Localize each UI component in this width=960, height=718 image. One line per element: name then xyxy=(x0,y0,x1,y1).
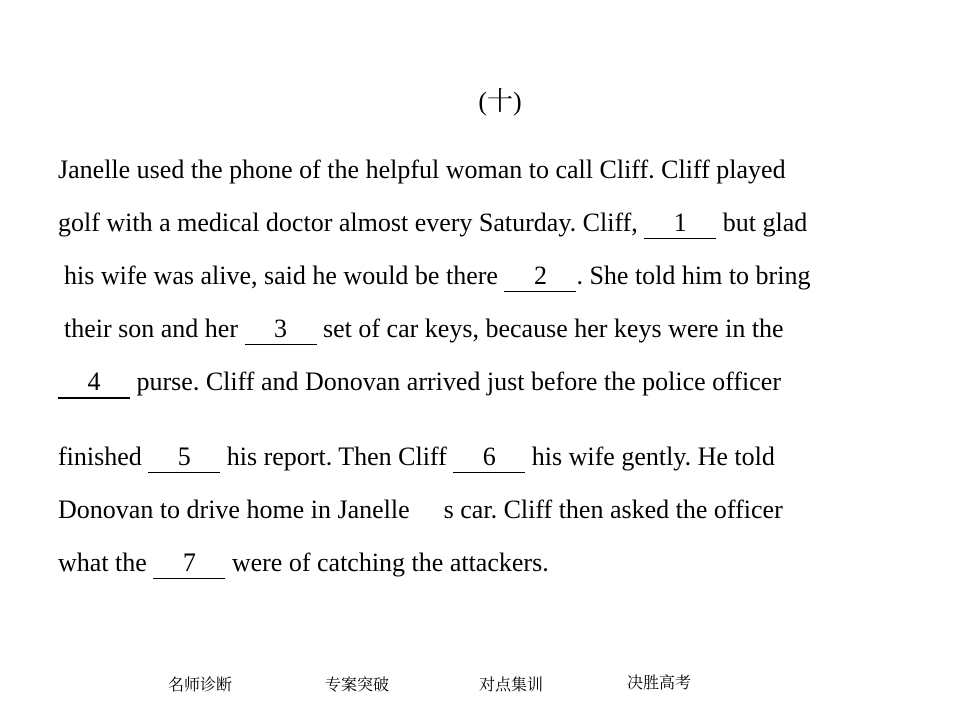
section-title: (十) xyxy=(478,87,522,116)
passage-line-7 xyxy=(58,492,783,528)
passage-line-3 xyxy=(64,258,810,294)
nav-link-breakthrough[interactable]: 专案突破 xyxy=(325,675,390,694)
blank-5: 5 xyxy=(148,442,220,473)
passage-line-1 xyxy=(58,152,786,188)
passage-text: finished xyxy=(58,442,142,471)
nav-link-exam[interactable]: 决胜高考 xyxy=(627,673,692,692)
passage-line-8 xyxy=(58,545,549,581)
passage-text: what the xyxy=(58,548,147,577)
passage-line-4 xyxy=(64,311,784,347)
passage-text: his report. Then Cliff xyxy=(226,442,447,471)
blank-2: 2 xyxy=(504,261,576,292)
nav-link-diagnosis[interactable]: 名师诊断 xyxy=(168,675,233,694)
blank-1: 1 xyxy=(644,208,716,239)
passage-text: purse. Cliff and Donovan arrived just before the police officer xyxy=(136,367,781,396)
passage-text: s car. Cliff then asked the officer xyxy=(443,495,783,524)
passage-text: Donovan to drive home in Janelle xyxy=(58,495,410,524)
blank-3: 3 xyxy=(245,314,317,345)
passage-text: his wife gently. He told xyxy=(531,442,775,471)
passage-text: set of car keys, because her keys were in the xyxy=(323,314,784,343)
passage-text: . She told him to bring xyxy=(576,261,811,290)
passage-line-6 xyxy=(58,439,775,475)
nav-link-practice[interactable]: 对点集训 xyxy=(479,675,544,694)
blank-4: 4 xyxy=(58,367,130,399)
passage-text: their son and her xyxy=(64,314,239,343)
passage-text: but glad xyxy=(722,208,808,237)
passage-line-5 xyxy=(58,364,781,400)
blank-7: 7 xyxy=(153,548,225,579)
blank-6: 6 xyxy=(453,442,525,473)
passage-text: golf with a medical doctor almost every Saturday. Cliff, xyxy=(58,208,638,237)
passage-text: Janelle used the phone of the helpful woman to call Cliff. Cliff played xyxy=(58,155,786,184)
passage-line-2 xyxy=(58,205,807,241)
passage-text: his wife was alive, said he would be there xyxy=(64,261,498,290)
passage-text: were of catching the attackers. xyxy=(231,548,549,577)
